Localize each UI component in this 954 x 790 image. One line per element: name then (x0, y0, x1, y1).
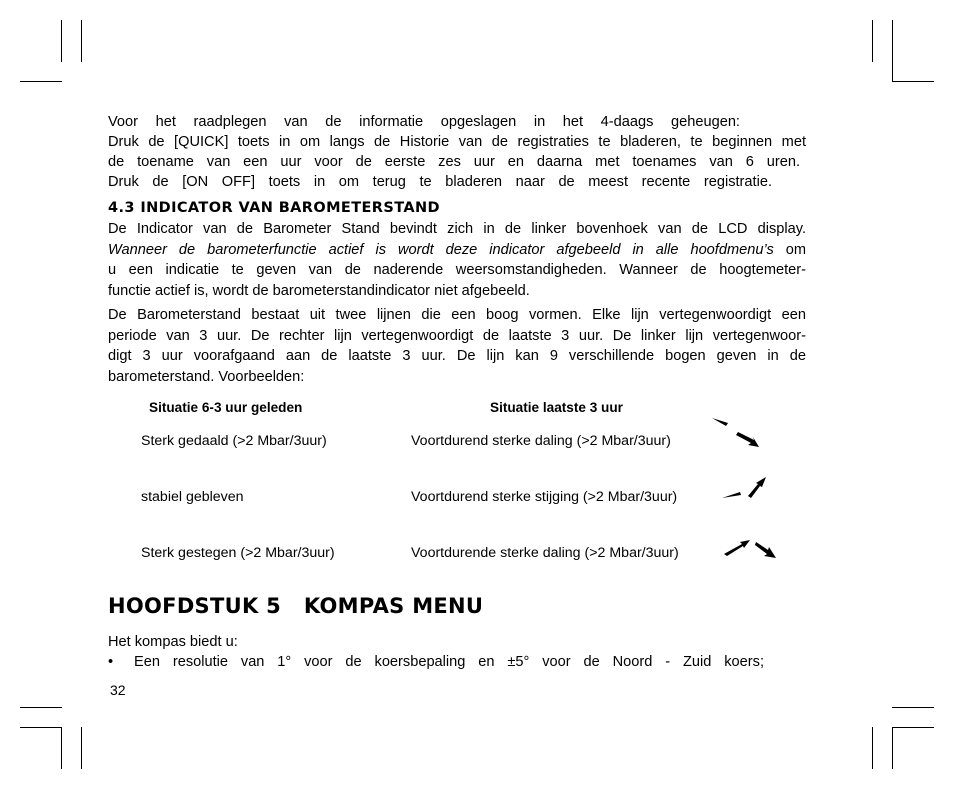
italic-text: Wanneer de barometerfunctie actief is wordt deze indicator afgebeeld in alle hoofdmenu’s (108, 241, 774, 258)
table-cell-right: Voortdurend sterke stijging (>2 Mbar/3uur) (411, 489, 678, 505)
table-header-right: Situatie laatste 3 uur (490, 400, 623, 415)
bullet-marker: • (108, 654, 114, 670)
crop-mark (81, 20, 82, 62)
text-line: digt 3 uur voorafgaand aan de laatste 3 uur. De lijn kan 9 verschillende bogen geven in de (108, 348, 806, 364)
crop-mark (61, 727, 62, 769)
history-paragraph (108, 112, 806, 192)
barometer-peak-trend-icon (722, 538, 780, 562)
intro-text: Het kompas biedt u: (108, 634, 238, 650)
text-fragment: om (773, 241, 807, 258)
crop-mark (892, 707, 934, 708)
list-item-text: Een resolutie van 1° voor de koersbepaling en ±5° voor de Noord - Zuid koers; (134, 654, 764, 670)
crop-mark (20, 727, 62, 728)
table-cell-right: Voortdurend sterke daling (>2 Mbar/3uur) (411, 433, 671, 449)
indicator-paragraph (108, 219, 806, 301)
crop-mark (892, 727, 893, 769)
text-line: De Indicator van de Barometer Stand bevindt zich in de linker bovenhoek van de LCD display. (108, 221, 806, 237)
barometer-rising-trend-icon (720, 474, 770, 504)
page-number: 32 (110, 682, 126, 698)
barometer-falling-trend-icon (710, 414, 766, 450)
table-cell-right: Voortdurende sterke daling (>2 Mbar/3uur) (411, 545, 679, 561)
section-heading: 4.3 INDICATOR VAN BAROMETERSTAND (108, 200, 440, 216)
barometer-paragraph (108, 305, 806, 387)
crop-mark (61, 20, 62, 62)
text-line: u een indicatie te geven van de naderende weersomstandigheden. Wanneer de hoogtemeter- (108, 262, 806, 278)
text-line: Voor het raadplegen van de informatie opgeslagen in het 4-daags geheugen: (108, 114, 740, 130)
crop-mark (892, 727, 934, 728)
table-header-left: Situatie 6-3 uur geleden (149, 400, 303, 415)
table-cell-left: Sterk gedaald (>2 Mbar/3uur) (141, 433, 327, 449)
chapter-heading: HOOFDSTUK 5 KOMPAS MENU (108, 594, 484, 618)
text-line: De Barometerstand bestaat uit twee lijnen die een boog vormen. Elke lijn vertegenwoordigt een (108, 307, 806, 323)
crop-mark (81, 727, 82, 769)
table-cell-left: stabiel gebleven (141, 489, 244, 505)
text-line: functie actief is, wordt de barometerstandindicator niet afgebeeld. (108, 282, 530, 299)
crop-mark (872, 20, 873, 62)
crop-mark (20, 81, 62, 82)
text-line: barometerstand. Voorbeelden: (108, 368, 305, 385)
crop-mark (892, 20, 893, 82)
table-cell-left: Sterk gestegen (>2 Mbar/3uur) (141, 545, 335, 561)
text-line (108, 240, 806, 261)
crop-mark (20, 707, 62, 708)
crop-mark (872, 727, 873, 769)
crop-mark (892, 81, 934, 82)
text-line: de toename van een uur voor de eerste zes uur en daarna met toenames van 6 uren. (108, 154, 800, 170)
text-line: Druk de [QUICK] toets in om langs de Historie van de registraties te bladeren, te beginnen met (108, 134, 806, 150)
text-line: Druk de [ON OFF] toets in om terug te bladeren naar de meest recente registratie. (108, 174, 772, 190)
text-line: periode van 3 uur. De rechter lijn vertegenwoordigt de laatste 3 uur. De linker lijn vertegenwoor- (108, 327, 806, 344)
